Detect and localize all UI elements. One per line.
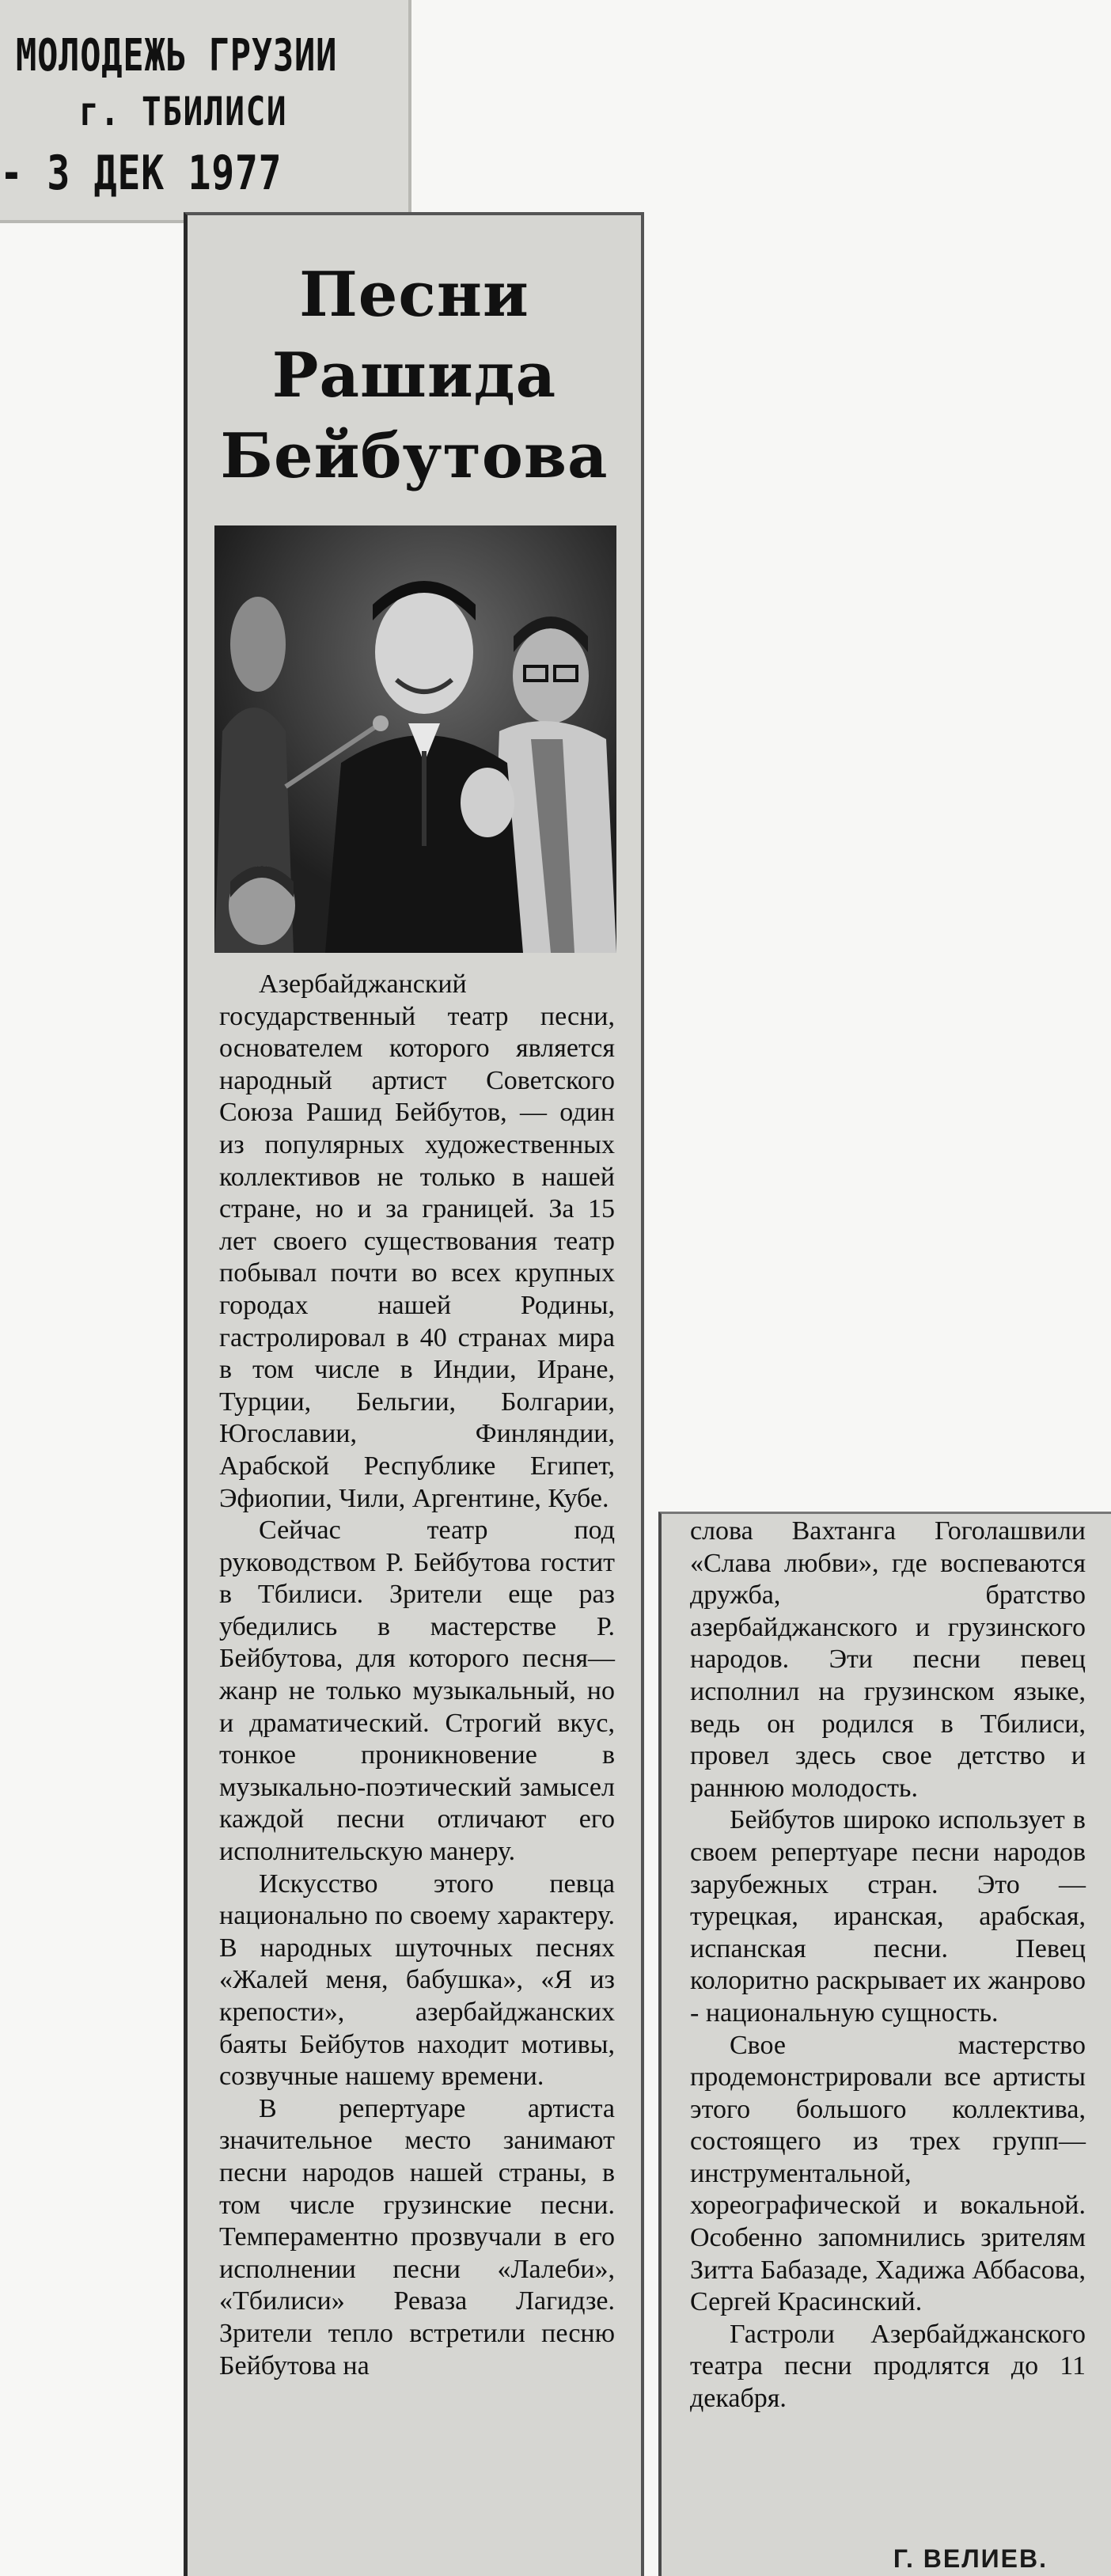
headline-line-3: Бейбутова <box>220 420 609 492</box>
stamp-city: г. ТБИЛИСИ <box>79 89 288 135</box>
article-body-right <box>690 1516 1086 2415</box>
stamp-newspaper-name: МОЛОДЕЖЬ ГРУЗИИ <box>16 30 338 82</box>
headline-line-1: Песни <box>299 259 529 331</box>
article-headline <box>188 255 641 497</box>
author-signature: Г. ВЕЛИЕВ. <box>893 2544 1048 2573</box>
headline-line-2: Рашида <box>271 340 557 412</box>
right-paragraph-1: слова Вахтанга Гоголашвили «Слава любви», где воспеваются дружба, братство азербайджанского и грузинского народов. Эти песни певец исполнил на грузинском языке, ведь он родился в Тбилиси, провел здесь свое детство и раннюю молодость. <box>690 1516 1086 1803</box>
stamp-date: - 3 ДЕК 1977 <box>0 146 282 201</box>
right-paragraph-3: Свое мастерство продемонстрировали все артисты этого большого коллектива, состоящего из трех групп—инструментальной, хореографической и вокальной. Особенно запомнились зрителям Зитта Бабазаде, Хадижа Аббасова, Сергей Красинский. <box>690 2030 1086 2317</box>
article-column-right <box>658 1512 1111 2576</box>
newspaper-stamp <box>0 0 411 223</box>
left-paragraph-2: Сейчас театр под руководством Р. Бейбутова гостит в Тбилиси. Зрители еще раз убедились в мастерстве Р. Бейбутова, для которого песня—жанр не только музыкальный, но и драматический. Строгий вкус, тонкое проникновение в музыкально-поэтический замысел каждой песни отличают его исполнительскую манеру. <box>219 1516 615 1867</box>
article-body-left <box>219 969 615 2382</box>
left-paragraph-4: В репертуаре артиста значительное место занимают песни народов нашей страны, в том числе грузинские песни. Темпераментно прозвучали в его исполнении песни «Лалеби», «Тбилиси» Реваза Лагидзе. Зрители тепло встретили песню Бейбутова на <box>219 2093 615 2381</box>
right-paragraph-2: Бейбутов широко использует в своем репертуаре песни народов зарубежных стран. Это —турецкая, иранская, арабская, испанская песни. Певец колоритно раскрывает их жанрово - национальную сущность. <box>690 1805 1086 2028</box>
article-photo <box>214 525 616 953</box>
left-paragraph-1: Азербайджанский государственный театр песни, основателем которого является народный артист Советского Союза Рашид Бейбутов, — один из популярных художественных коллективов не только в нашей стране, но и за границей. За 15 лет своего существования театр побывал почти во всех крупных городах нашей Родины, гастролировал в 40 странах мира в том числе в Индии, Иране, Турции, Бельгии, Болгарии, Югославии, Финляндии, Арабской Республике Египет, Эфиопии, Чили, Аргентине, Кубе. <box>219 969 615 1513</box>
left-paragraph-3: Искусство этого певца национально по своему характеру. В народных шуточных песнях «Жалей меня, бабушка», «Я из крепости», азербайджанских баяты Бейбутов находит мотивы, созвучные нашему времени. <box>219 1868 615 2092</box>
article-column-left <box>184 212 644 2576</box>
right-paragraph-4: Гастроли Азербайджанского театра песни продлятся до 11 декабря. <box>690 2319 1086 2414</box>
photo-singer-image <box>214 525 616 953</box>
